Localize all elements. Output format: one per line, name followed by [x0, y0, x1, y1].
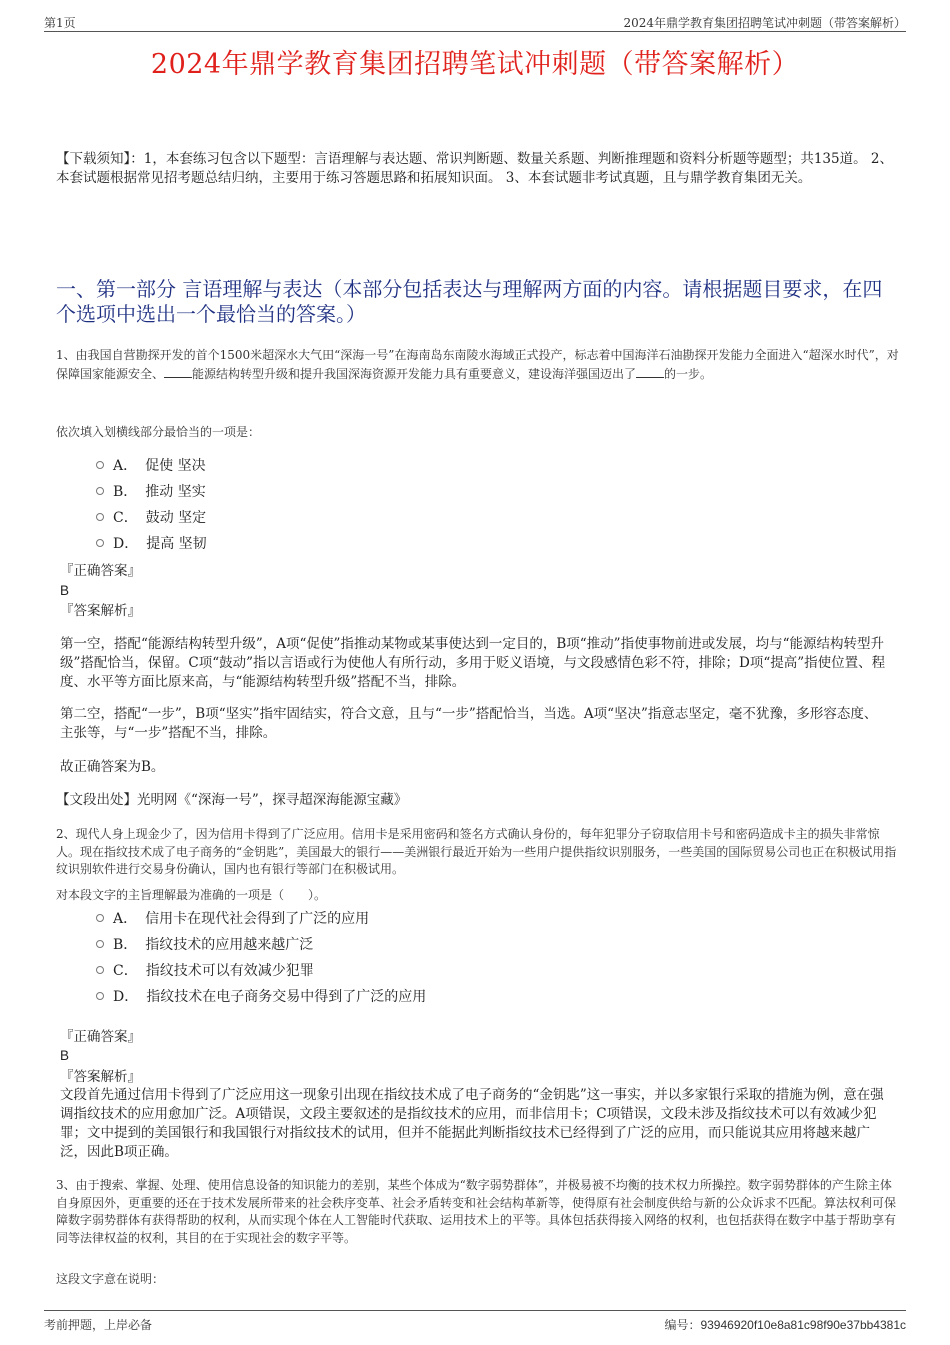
option-b[interactable]: B． 指纹技术的应用越来越广泛	[96, 931, 426, 957]
radio-icon[interactable]	[96, 539, 104, 547]
page-number: 第1页	[44, 16, 76, 30]
answer-value: B	[60, 583, 70, 598]
source-note: 【文段出处】光明网《“深海一号”，探寻超深海能源宝藏》	[56, 792, 408, 808]
section-title: 一、第一部分 言语理解与表达（本部分包括表达与理解两方面的内容。请根据题目要求，在四个选项中选出一个最恰当的答案。）	[56, 277, 883, 326]
radio-icon[interactable]	[96, 914, 104, 922]
option-a[interactable]: A． 促使 坚决	[96, 452, 207, 478]
radio-icon[interactable]	[96, 966, 104, 974]
option-d[interactable]: D． 提高 坚韧	[96, 530, 207, 556]
document-serial: 93946920f10e8a81c98f90e37bb4381c	[700, 1318, 906, 1332]
footer-code: 编号：93946920f10e8a81c98f90e37bb4381c	[664, 1318, 906, 1332]
analysis-paragraph: 第一空，搭配“能源结构转型升级”，A项“促使”指推动某物或某事使达到一定目的，B项“推动”指使事物前进或发展，均与“能源结构转型升级”搭配恰当，保留。C项“鼓动”指以言语或行为使他人有所行动，多用于贬义语境，与文段感情色彩不符，排除；D项“提高”指使位置、程度、水平等方面比原来高，与“能源结构转型升级”搭配不当，排除。	[60, 636, 886, 690]
running-header-title: 2024年鼎学教育集团招聘笔试冲刺题（带答案解析）	[623, 16, 906, 30]
radio-icon[interactable]	[96, 487, 104, 495]
footer-rule	[44, 1310, 906, 1311]
answer-label: 『正确答案』	[60, 563, 141, 579]
question-2-stem: 2、现代人身上现金少了，因为信用卡得到了广泛应用。信用卡是采用密码和签名方式确认身份的，每年犯罪分子窃取信用卡号和密码造成卡主的损失非常惊人。现在指纹技术成了电子商务的“金钥匙”，美国最大的银行——美洲银行最近开始为一些用户提供指纹识别服务，一些美国的国际贸易公司也正在积极试用指纹识别软件进行交易身份确认，国内也有银行等部门在积极试用。	[56, 827, 897, 876]
radio-icon[interactable]	[96, 461, 104, 469]
option-b[interactable]: B． 推动 坚实	[96, 478, 207, 504]
option-c[interactable]: C． 鼓动 坚定	[96, 504, 207, 530]
question-1-options	[96, 452, 207, 556]
download-notice: 【下载须知】：1，本套练习包含以下题型：言语理解与表达题、常识判断题、数量关系题、判断推理题和资料分析题等题型；共135道。 2、本套试题根据常见招考题总结归纳，主要用于练习答题思路和拓展知识面。 3、本套试题非考试真题，且与鼎学教育集团无关。	[56, 151, 893, 186]
document-title: 2024年鼎学教育集团招聘笔试冲刺题（带答案解析）	[150, 49, 800, 80]
blank-1	[164, 365, 192, 378]
analysis-label: 『答案解析』	[60, 603, 141, 619]
question-1-prompt: 依次填入划横线部分最恰当的一项是：	[56, 425, 261, 439]
question-2-options	[96, 905, 426, 1009]
option-a[interactable]: A． 信用卡在现代社会得到了广泛的应用	[96, 905, 426, 931]
answer-value: B	[60, 1048, 70, 1063]
question-2-prompt: 对本段文字的主旨理解最为准确的一项是（ ）。	[56, 888, 327, 902]
question-3-prompt: 这段文字意在说明：	[56, 1272, 165, 1286]
footer-slogan: 考前押题，上岸必备	[44, 1318, 153, 1332]
question-1-stem: 1、由我国自营勘探开发的首个1500米超深水大气田“深海一号”在海南岛东南陵水海域正式投产，标志着中国海洋石油勘探开发能力全面进入“超深水时代”，对保障国家能源安全、 能源结构转型升级和提升我国深海资源开发能力具有重要意义，建设海洋强国迈出了 的一步。	[56, 348, 899, 381]
option-d[interactable]: D． 指纹技术在电子商务交易中得到了广泛的应用	[96, 983, 426, 1009]
analysis-conclusion: 故正确答案为B。	[60, 759, 165, 775]
answer-label: 『正确答案』	[60, 1029, 141, 1045]
blank-2	[636, 365, 664, 378]
radio-icon[interactable]	[96, 992, 104, 1000]
radio-icon[interactable]	[96, 940, 104, 948]
header-rule	[44, 31, 906, 32]
question-3-stem: 3、由于搜索、掌握、处理、使用信息设备的知识能力的差别，某些个体成为“数字弱势群体”，并极易被不均衡的技术权力所操控。数字弱势群体的产生除主体自身原因外，更重要的还在于技术发展所带来的社会秩序变革、社会矛盾转变和社会结构革新等，使得原有社会制度供给与新的公众诉求不匹配。算法权利可保障数字弱势群体有获得帮助的权利，从而实现个体在人工智能时代获取、运用技术上的平等。具体包括获得接入网络的权利，也包括获得在数字中基于帮助享有同等法律权益的权利，其目的在于实现社会的数字平等。	[56, 1178, 897, 1245]
analysis-paragraph: 第二空，搭配“一步”，B项“坚实”指牢固结实，符合文意，且与“一步”搭配恰当，当选。A项“坚决”指意志坚定，毫不犹豫，多形容态度、主张等，与“一步”搭配不当，排除。	[60, 706, 878, 741]
option-c[interactable]: C． 指纹技术可以有效减少犯罪	[96, 957, 426, 983]
radio-icon[interactable]	[96, 513, 104, 521]
analysis-paragraph: 文段首先通过信用卡得到了广泛应用这一现象引出现在指纹技术成了电子商务的“金钥匙”这一事实，并以多家银行采取的措施为例，意在强调指纹技术的应用愈加广泛。A项错误，文段主要叙述的是指纹技术的应用，而非信用卡；C项错误，文段未涉及指纹技术可以有效减少犯罪；文中提到的美国银行和我国银行对指纹技术的试用，但并不能据此判断指纹技术已经得到了广泛的应用，而只能说其应用将越来越广泛，因此B项正确。	[60, 1087, 884, 1160]
analysis-label: 『答案解析』	[60, 1069, 141, 1085]
